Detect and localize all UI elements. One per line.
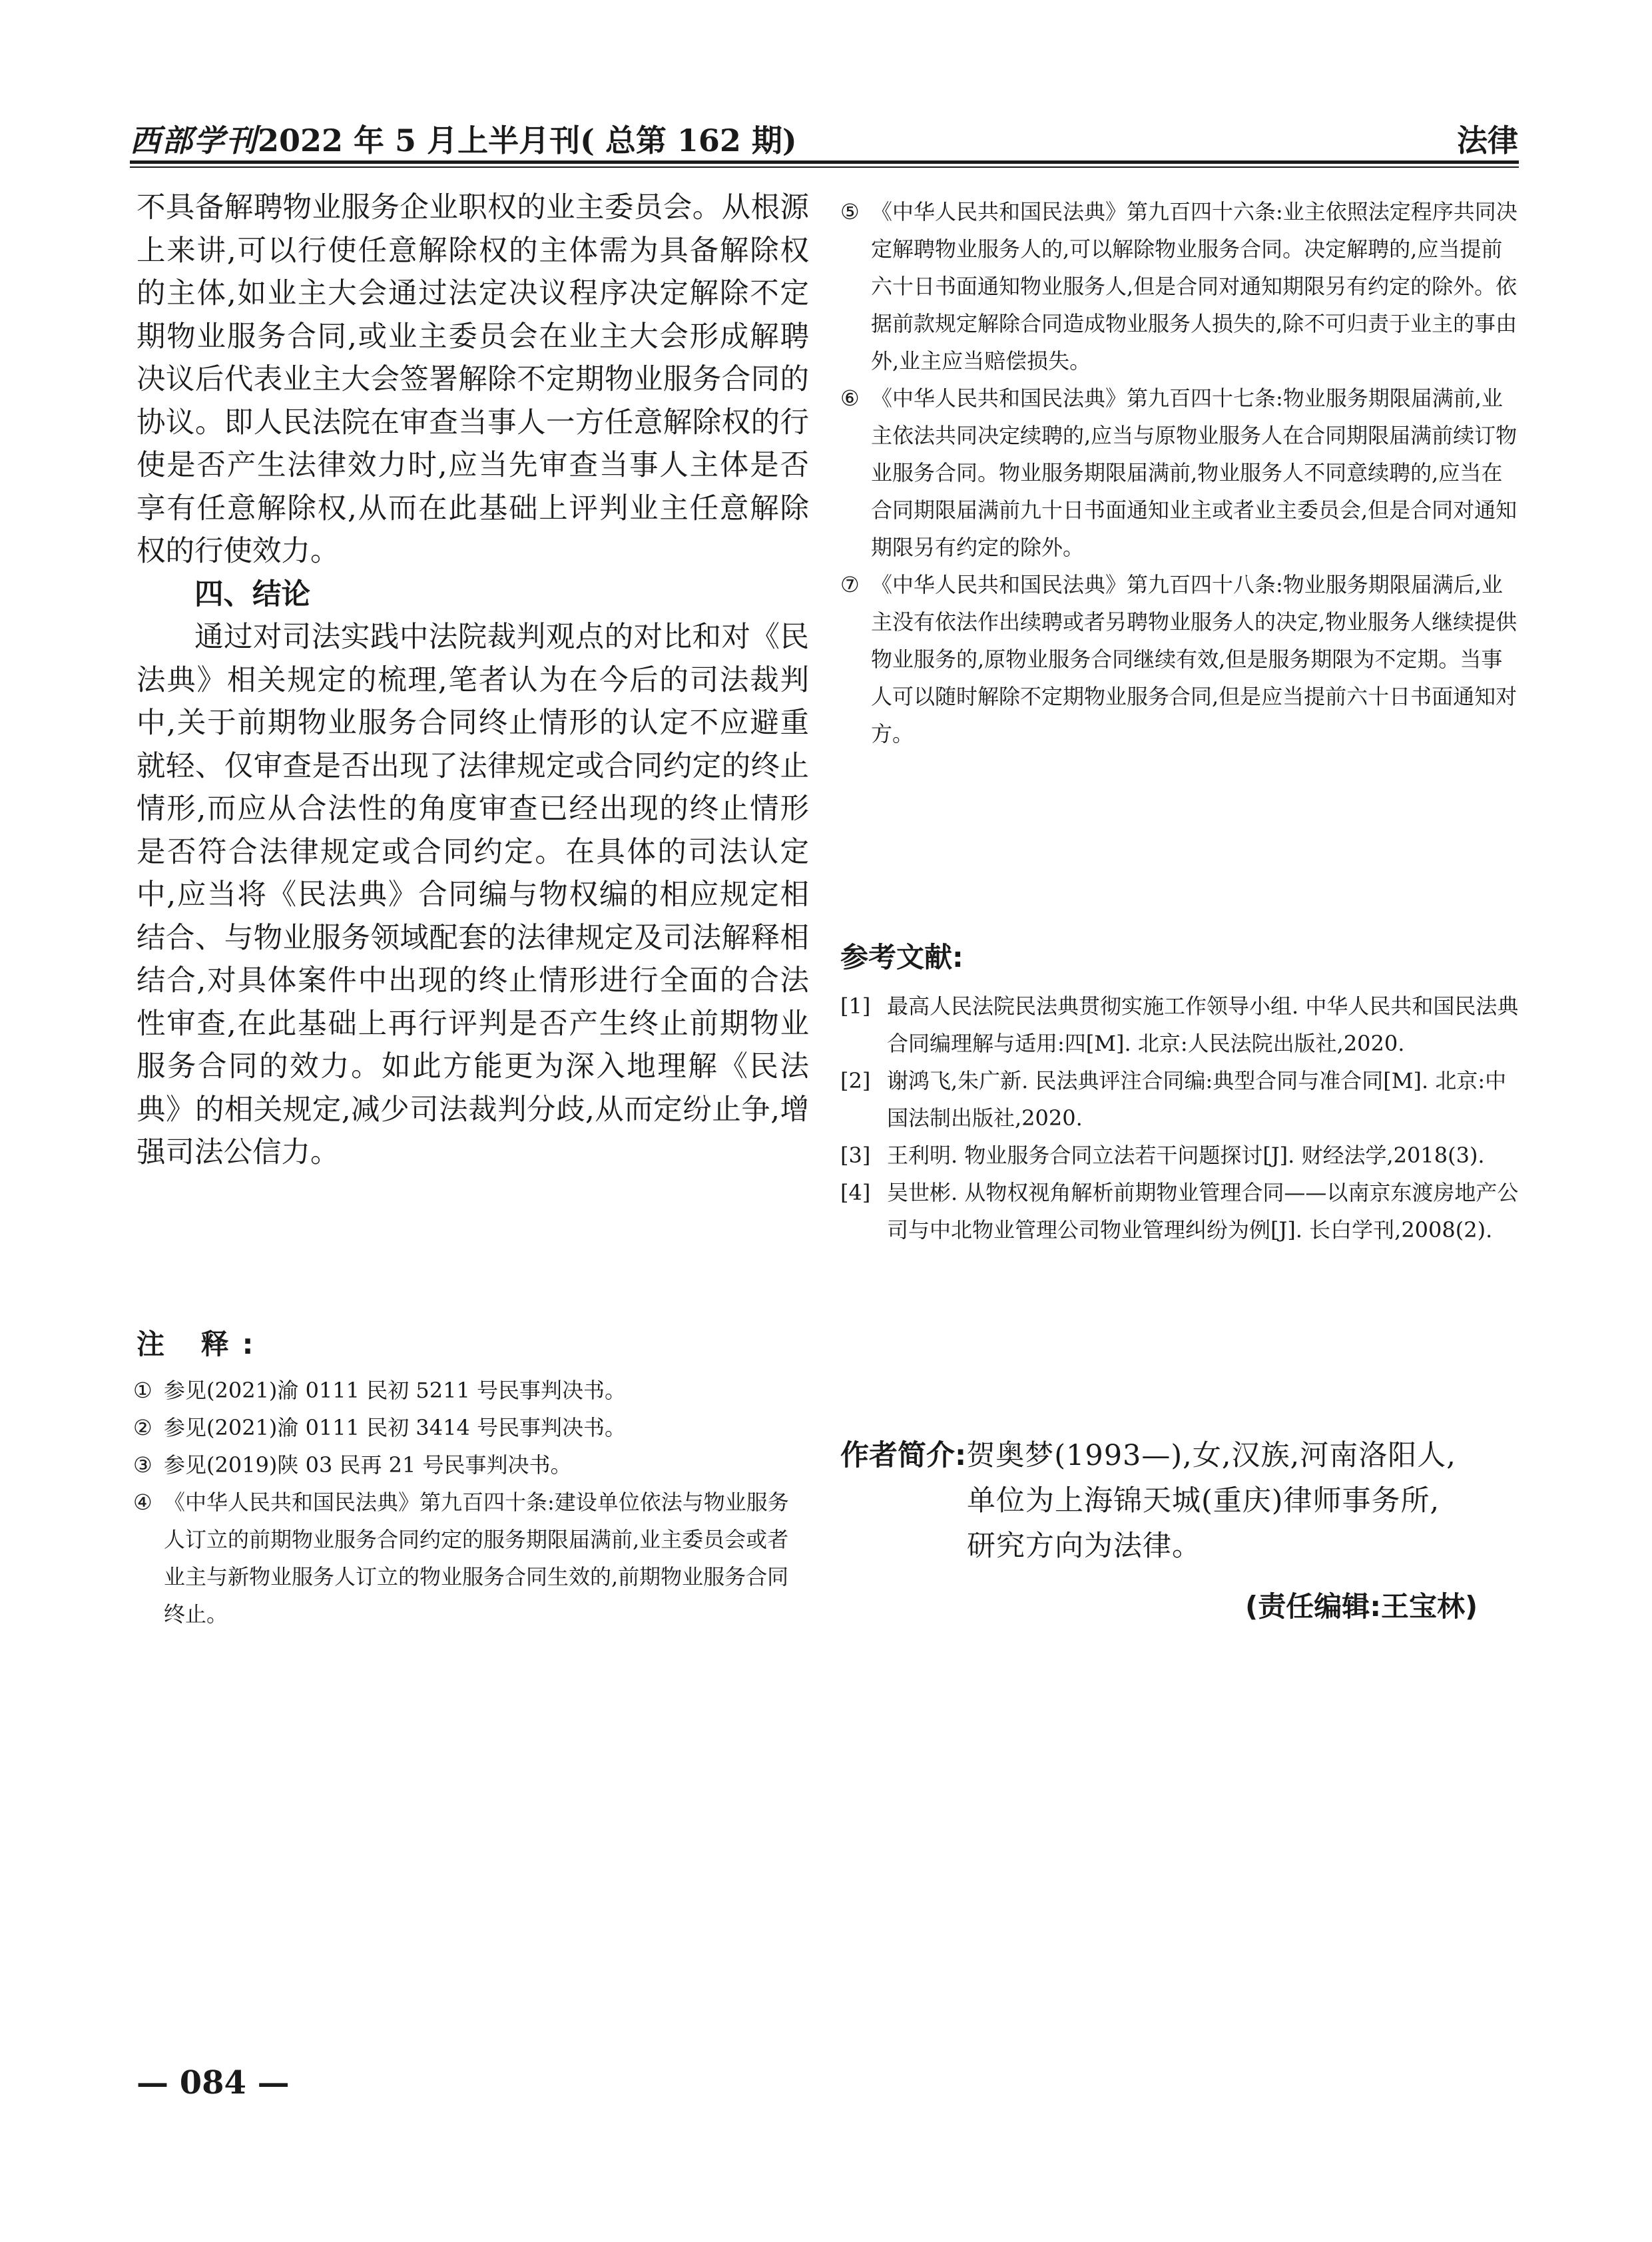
body-paragraph: 不具备解聘物业服务企业职权的业主委员会。从根源上来讲,可以行使任意解除权的主体需为具备解除权的主体,如业主大会通过法定决议程序决定解除不定期物业服务合同,或业主委员会在业主大会形成解聘决议后代表业主大会签署解除不定期物业服务合同的协议。即人民法院在审查当事人一方任意解除权的行使是否产生法律效力时,应当先审查当事人主体是否享有任意解除权,从而在此基础上评判业主任意解除权的行使效力。 [137,191,809,568]
note-item [133,1409,806,1446]
reference-number: [2] [840,1068,871,1093]
reference-text: 王利明. 物业服务合同立法若干问题探讨[J]. 财经法学,2018(3). [887,1143,1485,1168]
note-number: ⑤ [840,199,860,224]
note-item [133,1484,806,1633]
reference-item [840,1174,1519,1249]
note-number: ① [133,1378,152,1403]
reference-item [840,1137,1519,1174]
note-text: 《中华人民共和国民法典》第九百四十六条:业主依照法定程序共同决定解聘物业服务人的,可以解除物业服务合同。决定解聘的,应当提前六十日书面通知物业服务人,但是合同对通知期限另有约定的除外。依据前款规定解除合同造成物业服务人损失的,除不可归责于业主的事由外,业主应当赔偿损失。 [871,199,1517,374]
note-text: 参见(2021)渝 0111 民初 3414 号民事判决书。 [164,1415,626,1440]
author-label: 作者简介: [840,1439,967,1472]
reference-item [840,1062,1519,1137]
note-number: ② [133,1415,152,1440]
note-text: 《中华人民共和国民法典》第九百四十八条:物业服务期限届满后,业主没有依法作出续聘或者另聘物业服务人的决定,物业服务人继续提供物业服务的,原物业服务合同继续有效,但是服务期限为不定期。当事人可以随时解除不定期物业服务合同,但是应当提前六十日书面通知对方。 [871,572,1517,746]
note-text: 参见(2019)陕 03 民再 21 号民事判决书。 [164,1452,572,1478]
author-line: 贺奥梦(1993—),女,汉族,河南洛阳人, [966,1439,1456,1472]
note-item [840,380,1519,566]
journal-logo: 西部学刊 [130,123,258,158]
note-item [840,566,1519,752]
author-line: 研究方向为法律。 [967,1530,1201,1563]
reference-text: 谢鸿飞,朱广新. 民法典评注合同编:典型合同与准合同[M]. 北京:中国法制出版社,2020. [887,1068,1507,1131]
notes-title: 注 释: [137,1328,267,1360]
reference-text: 吴世彬. 从物权视角解析前期物业管理合同——以南京东渡房地产公司与中北物业管理公司物业管理纠纷为例[J]. 长白学刊,2008(2). [887,1180,1519,1243]
note-item [133,1446,806,1484]
reference-text: 最高人民法院民法典贯彻实施工作领导小组. 中华人民共和国民法典合同编理解与适用:四[M]. 北京:人民法院出版社,2020. [887,993,1519,1056]
responsible-editor: (责任编辑:王宝林) [1245,1590,1478,1623]
notes-list-left [133,1372,806,1633]
note-text: 《中华人民共和国民法典》第九百四十七条:物业服务期限届满前,业主依法共同决定续聘的,应当与原物业服务人在合同期限届满前续订物业服务合同。物业服务期限届满前,物业服务人不同意续聘的,应当在合同期限届满前九十日书面通知业主或者业主委员会,但是合同对通知期限另有约定的除外。 [871,386,1517,560]
reference-number: [1] [840,993,871,1019]
references-list [840,987,1519,1249]
note-text: 《中华人民共和国民法典》第九百四十条:建设单位依法与物业服务人订立的前期物业服务合同约定的服务期限届满前,业主委员会或者业主与新物业服务人订立的物业服务合同生效的,前期物业服务合同终止。 [164,1490,789,1627]
header-rule-thin [130,166,1519,168]
page-number: — 084 — [137,2064,290,2102]
issue-info: 2022 年 5 月上半月刊( 总第 162 期) [258,123,797,158]
notes-list-right [840,193,1519,752]
note-number: ④ [133,1490,152,1515]
note-number: ⑥ [840,386,860,411]
reference-number: [4] [840,1180,871,1205]
reference-item [840,987,1519,1062]
section-heading: 四、结论 [194,577,310,611]
left-column [137,186,809,1175]
note-text: 参见(2021)渝 0111 民初 5211 号民事判决书。 [164,1378,626,1403]
section-label: 法律 [1457,123,1518,158]
note-number: ③ [133,1452,152,1478]
reference-number: [3] [840,1143,871,1168]
author-bio [840,1433,1519,1569]
body-paragraph: 通过对司法实践中法院裁判观点的对比和对《民法典》相关规定的梳理,笔者认为在今后的司法裁判中,关于前期物业服务合同终止情形的认定不应避重就轻、仅审查是否出现了法律规定或合同约定的终止情形,而应从合法性的角度审查已经出现的终止情形是否符合法律规定或合同约定。在具体的司法认定中,应当将《民法典》合同编与物权编的相应规定相结合、与物业服务领域配套的法律规定及司法解释相结合,对具体案件中出现的终止情形进行全面的合法性审查,在此基础上再行评判是否产生终止前期物业服务合同的效力。如此方能更为深入地理解《民法典》的相关规定,减少司法裁判分歧,从而定纷止争,增强司法公信力。 [137,621,809,1169]
note-item [840,193,1519,380]
header-rule [130,160,1519,164]
author-line: 单位为上海锦天城(重庆)律师事务所, [967,1484,1440,1518]
journal-header [130,117,797,160]
references-title: 参考文献: [840,941,964,974]
note-item [133,1372,806,1409]
note-number: ⑦ [840,572,860,597]
